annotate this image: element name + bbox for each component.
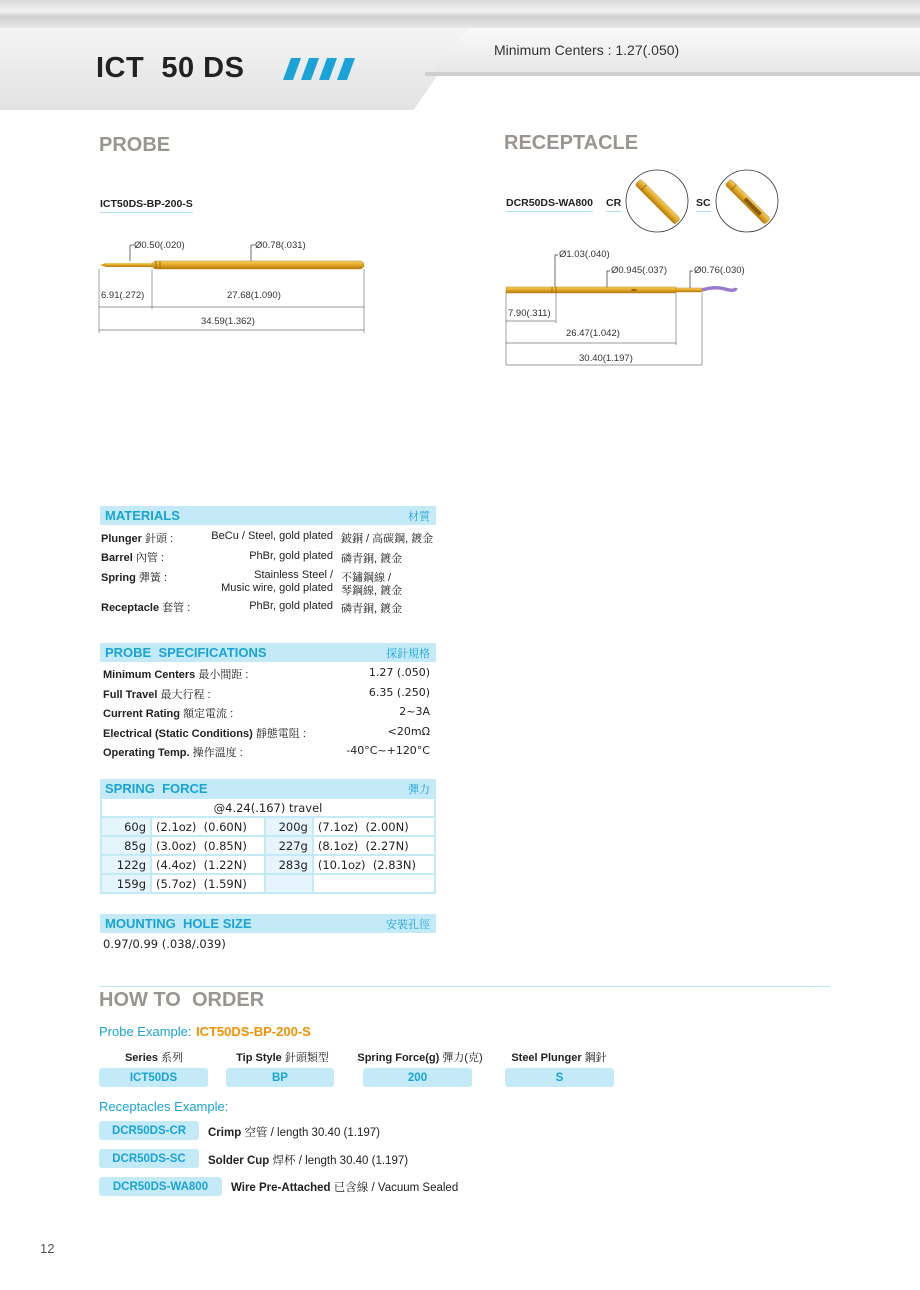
column-header-spring-force: Spring Force(g) 彈力(克) <box>357 1052 483 1064</box>
material-row: Spring 彈簧 : <box>101 572 168 584</box>
page-title: ICT 50 DS <box>96 52 245 84</box>
material-value: BeCu / Steel, gold plated <box>211 530 333 542</box>
plunger-length: 6.91(.272) <box>101 290 145 301</box>
spec-row: Operating Temp. 操作溫度 : <box>103 747 243 759</box>
table-row: 60g (2.1oz) (0.60N) 200g (7.1oz) (2.00N) <box>101 817 435 836</box>
how-to-order-title: HOW TO ORDER <box>99 989 265 1011</box>
spec-row: Current Rating 額定電流 : <box>103 708 234 720</box>
banner-shadow <box>425 72 920 76</box>
material-value-zh-line2: 琴鋼線, 鍍金 <box>341 585 403 597</box>
receptacle-description: Solder Cup 焊杯 / length 30.40 (1.197) <box>208 1155 409 1167</box>
spring-force-table <box>100 797 436 894</box>
header-band <box>0 0 920 28</box>
plunger <box>106 263 152 267</box>
barrel <box>152 261 364 269</box>
cr-detail-icon <box>624 168 690 234</box>
spec-value: 1.27 (.050) <box>368 666 430 679</box>
sc-label: SC <box>696 197 711 212</box>
material-row: Receptacle 套管 : <box>101 602 191 614</box>
spring-force-value: 200 <box>363 1068 472 1087</box>
spec-value: -40°C~+120°C <box>346 744 430 757</box>
probe-part-number: ICT50DS-BP-200-S <box>100 198 193 213</box>
minimum-centers: Minimum Centers : 1.27(.050) <box>494 42 680 58</box>
receptacle-description: Crimp 空管 / length 30.40 (1.197) <box>208 1127 380 1139</box>
mounting-value: 0.97/0.99 (.038/.039) <box>103 937 226 951</box>
travel-note: @4.24(.167) travel <box>101 798 435 817</box>
tail-diameter: Ø0.76(.030) <box>694 265 745 276</box>
material-value-zh: 磷青銅, 鍍金 <box>341 553 403 565</box>
plunger-diameter: Ø0.50(.020) <box>134 240 185 251</box>
spec-value: <20mΩ <box>387 725 430 738</box>
mounting-title-zh: 安裝孔徑 <box>386 918 430 931</box>
material-value-zh: 磷青銅, 鍍金 <box>341 603 403 615</box>
table-row: 122g (4.4oz) (1.22N) 283g (10.1oz) (2.83N) <box>101 855 435 874</box>
material-row: Plunger 針頭 : <box>101 533 174 545</box>
receptacles-example-label: Receptacles Example: <box>99 1099 229 1114</box>
cr-label: CR <box>606 197 621 212</box>
material-row: Barrel 內管 : <box>101 552 164 564</box>
specs-header <box>100 643 436 662</box>
table-row: 159g (5.7oz) (1.59N) <box>101 874 435 893</box>
column-header-tip-style: Tip Style 針頭類型 <box>236 1052 329 1064</box>
receptacle-section-title: RECEPTACLE <box>504 132 639 154</box>
material-value: Stainless Steel / <box>254 569 333 581</box>
spec-value: 6.35 (.250) <box>368 686 430 699</box>
tip-style-value: BP <box>226 1068 334 1087</box>
receptacle-total-length: 30.40(1.197) <box>579 353 633 364</box>
column-header-steel-plunger: Steel Plunger 鋼針 <box>511 1052 607 1064</box>
spec-row: Minimum Centers 最小間距 : <box>103 669 249 681</box>
probe-example: Probe Example: ICT50DS-BP-200-S <box>99 1024 311 1039</box>
plunger-tip <box>100 263 106 267</box>
receptacle-code: DCR50DS-SC <box>99 1149 199 1168</box>
material-value-zh: 不鏽鋼線 / <box>341 572 392 584</box>
receptacle-code: DCR50DS-WA800 <box>99 1177 222 1196</box>
table-row: 85g (3.0oz) (0.85N) 227g (8.1oz) (2.27N) <box>101 836 435 855</box>
barrel-length: 27.68(1.090) <box>227 290 281 301</box>
stripes-logo <box>283 58 361 80</box>
receptacle-description: Wire Pre-Attached 已含線 / Vacuum Sealed <box>231 1182 459 1194</box>
barrel-diameter: Ø0.78(.031) <box>255 240 306 251</box>
material-value-zh: 鈹銅 / 高碳鋼, 鍍金 <box>341 533 434 545</box>
material-value: PhBr, gold plated <box>249 550 333 562</box>
materials-header <box>100 506 436 525</box>
mounting-title: MOUNTING HOLE SIZE <box>105 916 252 931</box>
spring-force-title: SPRING FORCE <box>105 781 208 796</box>
steel-plunger-value: S <box>505 1068 614 1087</box>
materials-title: MATERIALS <box>105 508 180 523</box>
specs-title: PROBE SPECIFICATIONS <box>105 645 267 660</box>
wire <box>702 288 736 291</box>
materials-title-zh: 材質 <box>408 510 430 523</box>
receptacle-part-number: DCR50DS-WA800 <box>506 197 593 212</box>
receptacle-code: DCR50DS-CR <box>99 1121 199 1140</box>
material-value-line2: Music wire, gold plated <box>221 582 333 594</box>
receptacle-tail <box>676 288 702 292</box>
ring-length: 7.90(.311) <box>508 308 551 319</box>
divider <box>99 986 830 987</box>
page-number: 12 <box>40 1241 55 1256</box>
probe-total-length: 34.59(1.362) <box>201 316 255 327</box>
spec-row: Electrical (Static Conditions) 靜態電阻 : <box>103 728 306 740</box>
sc-detail-icon <box>714 168 780 234</box>
body-length: 26.47(1.042) <box>566 328 620 339</box>
series-value: ICT50DS <box>99 1068 208 1087</box>
spring-force-title-zh: 彈力 <box>408 783 430 796</box>
ring-diameter: Ø1.03(.040) <box>559 249 610 260</box>
spec-value: 2~3A <box>399 705 430 718</box>
mounting-header <box>100 914 436 933</box>
receptacle-body <box>506 287 676 293</box>
spec-row: Full Travel 最大行程 : <box>103 689 211 701</box>
material-value: PhBr, gold plated <box>249 600 333 612</box>
column-header-series: Series 系列 <box>124 1052 184 1064</box>
specs-title-zh: 探針規格 <box>386 647 430 660</box>
probe-section-title: PROBE <box>99 134 171 156</box>
spring-force-header <box>100 779 436 798</box>
body-diameter: Ø0.945(.037) <box>611 265 667 276</box>
